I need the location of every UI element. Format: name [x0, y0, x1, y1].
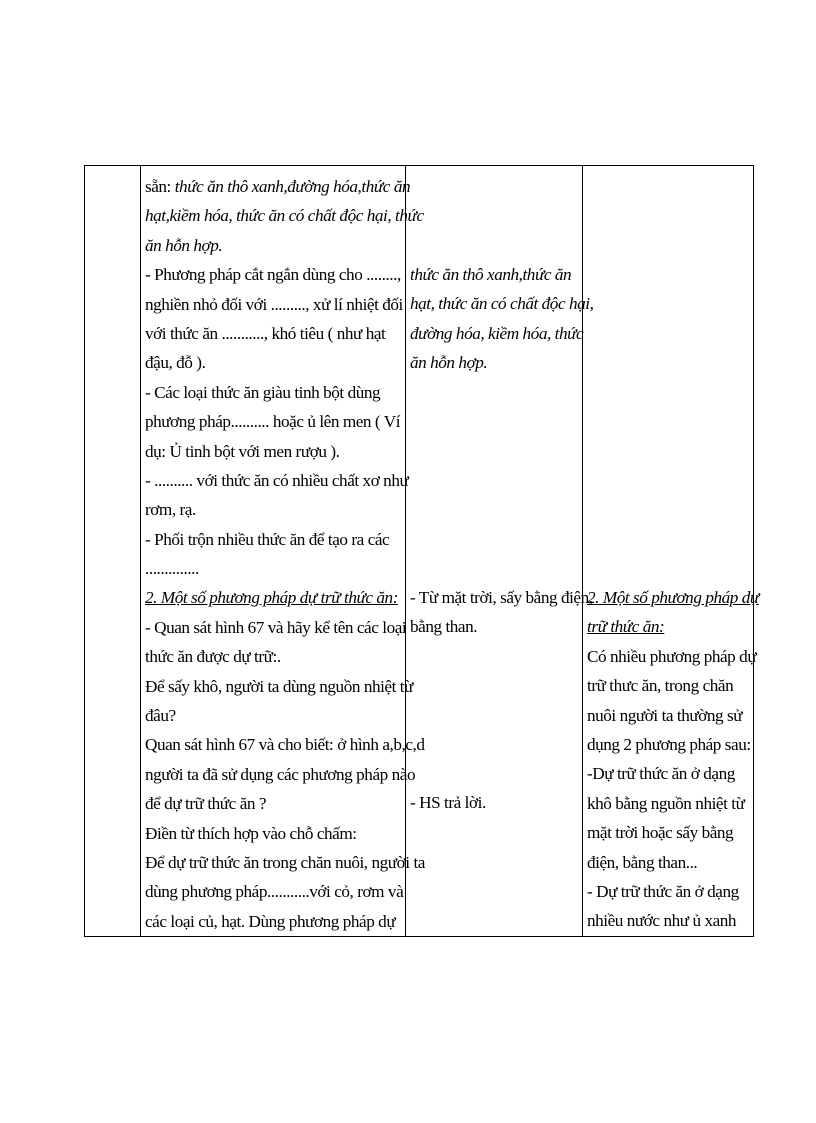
text-line: nghiền nhỏ đối với ........., xử lí nhiệt đối — [145, 294, 403, 314]
text-line: để dự trữ thức ăn ? — [145, 794, 267, 814]
teacher-activity-cell — [141, 166, 425, 937]
section-heading: 2. Một số phương pháp dự trữ thức ăn: — [145, 588, 398, 608]
answer-line: - HS trả lời. — [410, 793, 486, 813]
text-line: dụ: Ủ tinh bột với men rượu ). — [145, 441, 340, 461]
answer-line: - Từ mặt trời, sấy bằng điện, — [410, 587, 593, 607]
table-row — [85, 166, 754, 937]
text-line: điện, bằng than... — [587, 852, 698, 872]
intro-line: sẵn: thức ăn thô xanh,đường hóa,thức ăn — [145, 177, 411, 196]
section-heading: 2. Một số phương pháp dự — [587, 588, 759, 607]
text-line: mặt trời hoặc sấy bằng — [587, 823, 734, 843]
text-line: - Phối trộn nhiều thức ăn để tạo ra các — [145, 529, 390, 549]
text-line: trữ thưc ăn, trong chăn — [587, 676, 734, 696]
text-line: phương pháp.......... hoặc ủ lên men ( Ví — [145, 412, 401, 432]
text-line: khô bằng nguồn nhiệt từ — [587, 793, 745, 813]
intro-line: ăn hỗn hợp. — [145, 235, 223, 255]
text-line: đâu? — [145, 706, 176, 726]
text-line: các loại củ, hạt. Dùng phương pháp dự — [145, 911, 396, 931]
text-line: Để sấy khô, người ta dùng nguồn nhiệt từ — [145, 676, 413, 696]
answer-line: bằng than. — [410, 616, 478, 636]
answer-line: đường hóa, kiềm hóa, thức — [410, 323, 584, 343]
text-line: Quan sát hình 67 và cho biết: ở hình a,b,c,d — [145, 735, 425, 755]
content-cell — [583, 166, 759, 937]
text-line: - Phương pháp cắt ngắn dùng cho ........, — [145, 265, 401, 285]
lesson-table — [84, 165, 759, 937]
text-line: nhiều nước như ủ xanh — [587, 911, 737, 931]
section-heading: trữ thức ăn: — [587, 617, 665, 637]
answer-line: thức ăn thô xanh,thức ăn — [410, 265, 572, 284]
text-line: dùng phương pháp...........với cỏ, rơm và — [145, 882, 404, 902]
text-line: với thức ăn ..........., khó tiêu ( như hạt — [145, 323, 386, 343]
text-line: - .......... với thức ăn có nhiều chất xơ như — [145, 470, 409, 490]
text-line: rơm, rạ. — [145, 500, 196, 520]
column-1-cell — [85, 166, 141, 937]
text-line: - Dự trữ thức ăn ở dạng — [587, 881, 739, 901]
text-line: nuôi người ta thường sử — [587, 705, 743, 725]
intro-line: hạt,kiềm hóa, thức ăn có chất độc hại, thức — [145, 206, 424, 226]
text-line: thức ăn được dự trữ:. — [145, 647, 281, 667]
text-line: người ta đã sử dụng các phương pháp nào — [145, 764, 416, 784]
text-line: -Dự trữ thức ăn ở dạng — [587, 764, 735, 784]
text-line: Để dự trữ thức ăn trong chăn nuôi, người ta — [145, 852, 425, 872]
text-line: dụng 2 phương pháp sau: — [587, 734, 751, 754]
text-line: - Quan sát hình 67 và hãy kể tên các loại — [145, 617, 407, 637]
text-line: Có nhiều phương pháp dự — [587, 646, 757, 666]
text-line: - Các loại thức ăn giàu tinh bột dùng — [145, 382, 381, 402]
answer-line: hạt, thức ăn có chất độc hại, — [410, 294, 594, 314]
text-line: .............. — [145, 559, 199, 579]
student-activity-cell — [406, 166, 594, 937]
text-line: đậu, đỗ ). — [145, 353, 206, 373]
text-line: Điền từ thích hợp vào chỗ chấm: — [145, 823, 357, 843]
answer-line: ăn hỗn hợp. — [410, 353, 488, 373]
